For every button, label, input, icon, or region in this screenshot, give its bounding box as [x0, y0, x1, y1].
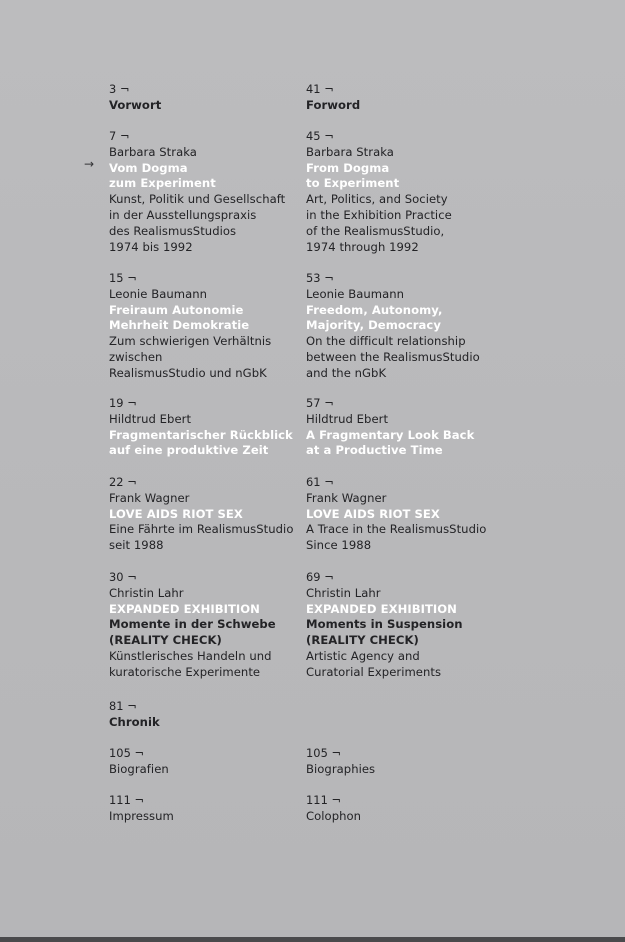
- toc-entry-baumann-en: [306, 271, 526, 382]
- entry-subtitle: 1974 bis 1992: [109, 239, 193, 254]
- entry-title: From Dogma: [306, 160, 390, 175]
- entry-subtitle: in the Exhibition Practice: [306, 207, 452, 222]
- page-number: 30 ¬: [109, 570, 137, 584]
- entry-title: Freiraum Autonomie: [109, 302, 244, 317]
- page-number: 105 ¬: [109, 746, 145, 760]
- toc-entry-biografien: [109, 746, 329, 778]
- entry-subtitle: Curatorial Experiments: [306, 664, 442, 679]
- entry-subtitle: Zum schwierigen Verhältnis: [109, 334, 272, 349]
- entry-title: (REALITY CHECK): [306, 633, 419, 648]
- entry-subtitle: Since 1988: [306, 538, 372, 553]
- entry-title: LOVE AIDS RIOT SEX: [306, 506, 440, 521]
- toc-entry-straka: [109, 129, 329, 255]
- page-number: 3 ¬: [109, 82, 130, 96]
- toc-entry-wagner-en: [306, 475, 526, 554]
- toc-entry-vorwort: [109, 82, 329, 114]
- page-number: 111 ¬: [306, 793, 342, 807]
- entry-author: Hildtrud Ebert: [109, 411, 192, 426]
- entry-subtitle: seit 1988: [109, 538, 164, 553]
- entry-title: to Experiment: [306, 176, 400, 191]
- entry-author: Barbara Straka: [109, 144, 197, 159]
- entry-author: Christin Lahr: [306, 585, 381, 600]
- page-number: 45 ¬: [306, 129, 334, 143]
- toc-entry-chronik: [109, 699, 329, 731]
- entry-subtitle: RealismusStudio und nGbK: [109, 365, 267, 380]
- entry-author: Christin Lahr: [109, 585, 184, 600]
- entry-author: Leonie Baumann: [306, 286, 405, 301]
- entry-subtitle: zwischen: [109, 349, 163, 364]
- entry-title: (REALITY CHECK): [109, 633, 222, 648]
- entry-title: Biographies: [306, 761, 376, 776]
- page-number: 22 ¬: [109, 475, 137, 489]
- entry-subtitle: Art, Politics, and Society: [306, 192, 448, 207]
- entry-title: at a Productive Time: [306, 443, 443, 458]
- entry-title: Momente in der Schwebe: [109, 617, 276, 632]
- toc-entry-impressum: [109, 793, 329, 825]
- entry-title: Vom Dogma: [109, 160, 188, 175]
- toc-entry-biographies: [306, 746, 526, 778]
- toc-entry-colophon: [306, 793, 526, 825]
- page-number: 19 ¬: [109, 396, 137, 410]
- entry-title: Impressum: [109, 808, 174, 823]
- entry-subtitle: des RealismusStudios: [109, 223, 237, 238]
- entry-subtitle: between the RealismusStudio: [306, 349, 480, 364]
- toc-entry-baumann: [109, 271, 329, 382]
- toc-entry-ebert-en: [306, 396, 526, 459]
- page-number: 111 ¬: [109, 793, 145, 807]
- toc-entry-wagner: [109, 475, 329, 554]
- entry-title: LOVE AIDS RIOT SEX: [109, 506, 243, 521]
- entry-title: A Fragmentary Look Back: [306, 427, 475, 442]
- entry-subtitle: On the difficult relationship: [306, 334, 466, 349]
- entry-subtitle: and the nGbK: [306, 365, 387, 380]
- entry-title: Biografien: [109, 761, 169, 776]
- entry-title: Majority, Democracy: [306, 318, 441, 333]
- page-number: 53 ¬: [306, 271, 334, 285]
- page-number: 81 ¬: [109, 699, 137, 713]
- entry-author: Barbara Straka: [306, 144, 394, 159]
- entry-title: auf eine produktive Zeit: [109, 443, 269, 458]
- page-number: 15 ¬: [109, 271, 137, 285]
- toc-entry-lahr: [109, 570, 329, 681]
- entry-subtitle: A Trace in the RealismusStudio: [306, 522, 487, 537]
- entry-title: Chronik: [109, 714, 160, 729]
- entry-title: Fragmentarischer Rückblick: [109, 427, 293, 442]
- entry-title: Forword: [306, 97, 361, 112]
- entry-author: Frank Wagner: [306, 490, 387, 505]
- page-number: 105 ¬: [306, 746, 342, 760]
- entry-subtitle: of the RealismusStudio,: [306, 223, 445, 238]
- entry-subtitle: Künstlerisches Handeln und: [109, 648, 272, 663]
- toc-entry-ebert: [109, 396, 329, 459]
- toc-entry-lahr-en: [306, 570, 526, 681]
- entry-subtitle: Eine Fährte im RealismusStudio: [109, 522, 294, 537]
- page-number: 57 ¬: [306, 396, 334, 410]
- entry-subtitle: kuratorische Experimente: [109, 664, 261, 679]
- entry-title: EXPANDED EXHIBITION: [306, 601, 457, 616]
- entry-subtitle: Kunst, Politik und Gesellschaft: [109, 192, 286, 207]
- page-number: 69 ¬: [306, 570, 334, 584]
- entry-title: Colophon: [306, 808, 362, 823]
- entry-title: Vorwort: [109, 97, 162, 112]
- page-number: 41 ¬: [306, 82, 334, 96]
- entry-title: Mehrheit Demokratie: [109, 318, 250, 333]
- entry-author: Frank Wagner: [109, 490, 190, 505]
- entry-title: EXPANDED EXHIBITION: [109, 601, 260, 616]
- entry-author: Hildtrud Ebert: [306, 411, 389, 426]
- page-number: 61 ¬: [306, 475, 334, 489]
- entry-title: Moments in Suspension: [306, 617, 463, 632]
- entry-author: Leonie Baumann: [109, 286, 208, 301]
- toc-entry-forword: [306, 82, 526, 114]
- entry-subtitle: Artistic Agency and: [306, 648, 420, 663]
- margin-pencil-mark: →: [84, 157, 95, 171]
- entry-subtitle: 1974 through 1992: [306, 239, 419, 254]
- page-number: 7 ¬: [109, 129, 130, 143]
- entry-title: Freedom, Autonomy,: [306, 302, 443, 317]
- entry-title: zum Experiment: [109, 176, 216, 191]
- entry-subtitle: in der Ausstellungspraxis: [109, 207, 257, 222]
- page-edge-shadow: [0, 937, 625, 942]
- toc-entry-straka-en: [306, 129, 526, 255]
